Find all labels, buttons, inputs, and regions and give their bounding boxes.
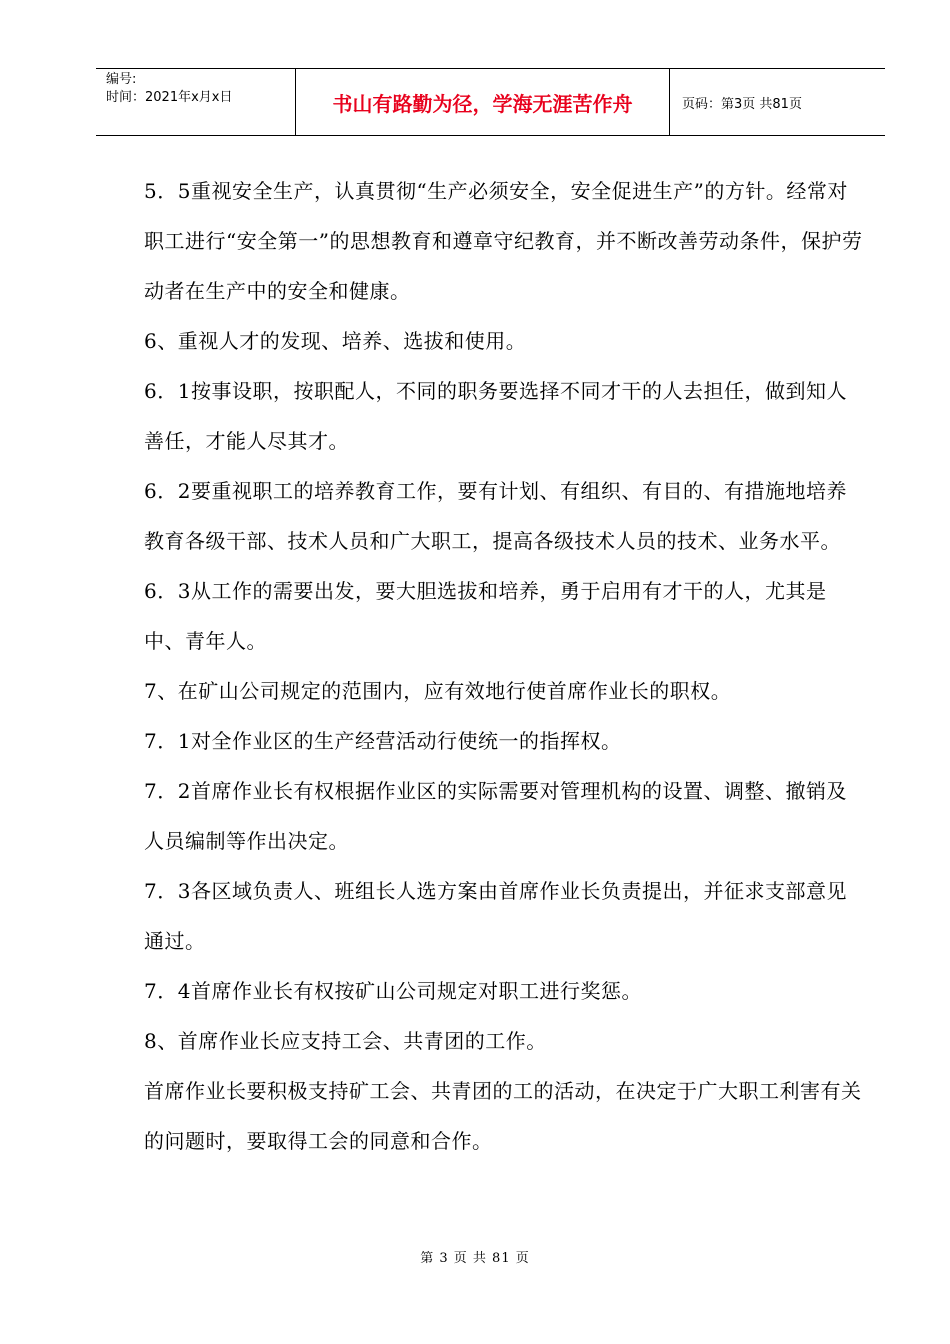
paragraph: 6、重视人才的发现、培养、选拔和使用。 (144, 329, 527, 353)
header-meta (96, 69, 296, 135)
header-motto: 书山有路勤为径，学海无涯苦作舟 (296, 69, 670, 135)
paragraph: 8、首席作业长应支持工会、共青团的工作。 (144, 1029, 547, 1053)
header-page-info: 页码：第3页 共81页 (682, 96, 802, 112)
paragraph: 7．4首席作业长有权按矿山公司规定对职工进行奖惩。 (144, 979, 642, 1003)
paragraph: 5．5重视安全生产，认真贯彻“生产必须安全，安全促进生产”的方针。经常对职工进行“安全第一”的思想教育和遵章守纪教育，并不断改善劳动条件，保护劳动者在生产中的安全和健康。 (144, 179, 863, 303)
paragraph: 7．1对全作业区的生产经营活动行使统一的指挥权。 (144, 729, 622, 753)
document-number-label: 编号: (106, 72, 137, 87)
paragraph: 7．2首席作业长有权根据作业区的实际需要对管理机构的设置、调整、撤销及人员编制等作出决定。 (144, 779, 847, 853)
paragraph: 7、在矿山公司规定的范围内，应有效地行使首席作业长的职权。 (144, 679, 732, 703)
paragraph: 6．1按事设职，按职配人，不同的职务要选择不同才干的人去担任，做到知人善任，才能人尽其才。 (144, 379, 847, 453)
paragraph: 首席作业长要积极支持矿工会、共青团的工的活动，在决定于广大职工利害有关的问题时，要取得工会的同意和合作。 (144, 1079, 862, 1153)
document-time: 时间：2021年x月x日 (106, 90, 233, 105)
document-body (144, 166, 864, 1166)
paragraph: 6．2要重视职工的培养教育工作，要有计划、有组织、有目的、有措施地培养教育各级干部、技术人员和广大职工，提高各级技术人员的技术、业务水平。 (144, 479, 847, 553)
paragraph: 6．3从工作的需要出发，要大胆选拔和培养，勇于启用有才干的人，尤其是中、青年人。 (144, 579, 827, 653)
page-header (96, 68, 885, 136)
paragraph: 7．3各区域负责人、班组长人选方案由首席作业长负责提出，并征求支部意见通过。 (144, 879, 847, 953)
page-footer: 第 3 页 共 81 页 (420, 1251, 530, 1266)
